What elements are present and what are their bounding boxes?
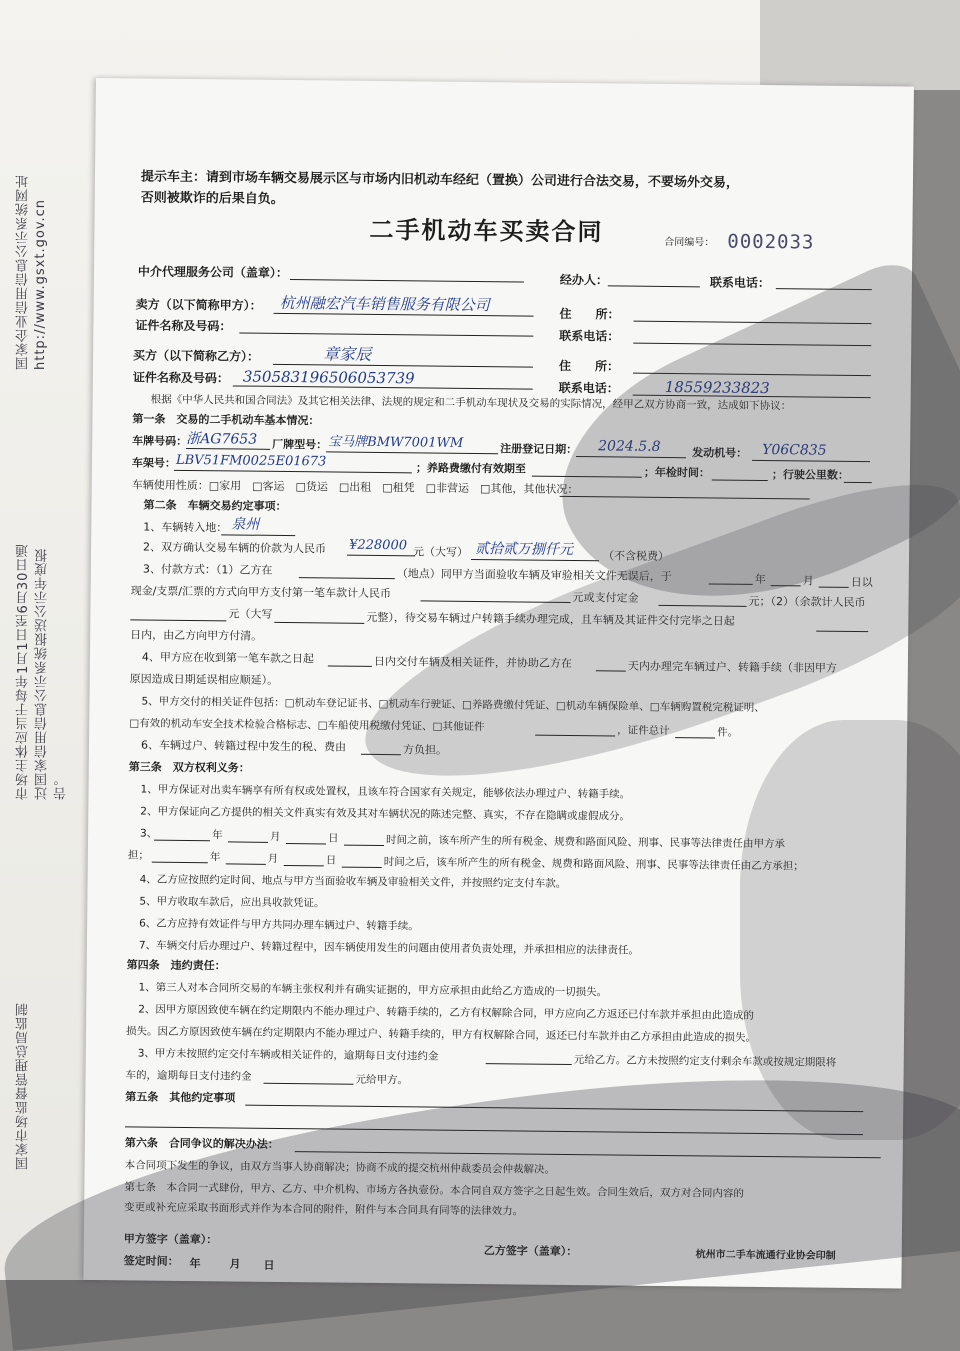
- agent-field[interactable]: [290, 279, 524, 282]
- art2-p6-b: 方负担。: [402, 743, 448, 757]
- plate-value[interactable]: 浙AG7653: [186, 430, 258, 448]
- contract-title: 二手机动车买卖合同: [369, 215, 604, 247]
- art2-p3-c: 年: [754, 572, 766, 587]
- art6-heading: 第六条 合同争议的解决办法：: [124, 1136, 279, 1151]
- art3-l3-e: 时间之前，该车所产生的所有税金、规费和路面风险、刑事、民事等法律责任由甲方承: [385, 834, 786, 851]
- model-value[interactable]: 宝马牌BMW7001WM: [328, 434, 464, 451]
- usage-options[interactable]: 车辆使用性质：□家用 □客运 □货运 □出租 □租凭 □非营运 □其他，其他状况：: [131, 478, 579, 497]
- buyer-name[interactable]: 章家辰: [323, 344, 372, 364]
- seller-phone-label: 联系电话：: [559, 328, 620, 344]
- seller-label: 卖方（以下简称甲方）：: [135, 297, 262, 313]
- buyer-liability-year-field[interactable]: [152, 862, 208, 864]
- toll-label: ；养路费缴付有效期至: [415, 461, 526, 476]
- art2-heading: 第二条 车辆交易约定事项：: [143, 498, 287, 514]
- engine-label: 发动机号：: [692, 446, 748, 460]
- art4-l2a: 2、因甲方原因致使车辆在约定期限内不能办理过户、转籍手续的，乙方有权解除合同，甲方应向乙方返还已付车款并承担由此造成的: [138, 1003, 754, 1022]
- art4-l2b: 损失。因乙方原因致使车辆在约定期限内不能办理过户、转籍手续的，甲方有权解除合同，返还已付车款并由乙方承担由此造成的损失。: [125, 1025, 757, 1044]
- price-uppercase[interactable]: 贰拾贰万捌仟元: [475, 540, 574, 559]
- buyer-phone-label: 联系电话：: [558, 380, 619, 396]
- art3-l3-d: 日: [327, 832, 339, 845]
- balance-field[interactable]: [130, 619, 226, 621]
- sign-date-label: 签定时间：: [123, 1254, 179, 1268]
- handler-label: 经办人：: [559, 272, 608, 288]
- art4-heading: 第四条 违约责任：: [126, 958, 226, 973]
- seller-address-label: 住 所：: [559, 306, 620, 322]
- seller-id-label: 证件名称及号码：: [135, 318, 232, 334]
- model-line: [326, 451, 498, 454]
- art6-l1: 本合同项下发生的争议，由双方当事人协商解决；协商不成的提交杭州仲裁委员会仲裁解决。: [124, 1159, 556, 1176]
- art3-l7: 7、车辆交付后办理过户、转籍过程中，因车辆使用发生的问题由使用者负责处理，并承担相应的法律责任。: [138, 939, 640, 957]
- plate-label: 车牌号码：: [132, 434, 188, 448]
- payment-location-field[interactable]: [299, 577, 395, 579]
- background-edge: [760, 0, 960, 90]
- art2-p3-j: 元整），待交易车辆过户转籍手续办理完成，且车辆及其证件交付完毕之日起: [366, 610, 735, 628]
- notice-line-2: 否则被欺诈的后果自负。: [140, 190, 284, 207]
- art4-l3a: 3、甲方未按照约定交付车辆或相关证件的，逾期每日支付违约金: [137, 1047, 439, 1063]
- inspect-label: ；年检时间：: [643, 465, 710, 480]
- art2-p3-d: 月: [802, 574, 814, 588]
- art2-p3-h: 元；（2）（余款计人民币: [748, 594, 866, 610]
- buyer-label: 买方（以下简称乙方）：: [133, 348, 260, 364]
- art2-p3-i: 元（大写: [228, 607, 273, 621]
- vin-label: 车架号：: [131, 456, 177, 470]
- art7-l1: 第七条 本合同一式肆份，甲方、乙方、中介机构、市场方各执壹份。本合同自双方签字之日起生效。合同生效后，双方对合同内容的: [124, 1181, 744, 1200]
- seller-name[interactable]: 杭州融宏汽车销售服务有限公司: [279, 293, 490, 315]
- buyer-liability-time-field[interactable]: [342, 867, 382, 868]
- art2-p1-label: 1、车辆转入地：: [143, 520, 228, 535]
- art2-p5-b[interactable]: □有效的机动车安全技术检验合格标志、□车船使用税缴付凭证、□其他证件: [129, 717, 485, 734]
- mileage-label: ；行驶公里数：: [771, 468, 849, 482]
- vin-line: [174, 470, 412, 473]
- art2-p2-a: 2、双方确认交易车辆的价款为人民币: [143, 540, 327, 556]
- art2-p4-b: 日内交付车辆及相关证件，并协助乙方在: [373, 654, 572, 671]
- seller-name-line: [274, 313, 534, 317]
- seller-signature-label: 甲方签字（盖章）：: [123, 1232, 218, 1247]
- balance-upper-field[interactable]: [274, 622, 364, 624]
- art2-p4-a: 4、甲方应在收到第一笔车款之日起: [141, 650, 314, 666]
- sign-year: 年: [189, 1257, 201, 1271]
- buyer-signature-label: 乙方签字（盖章）：: [483, 1244, 578, 1259]
- art2-p3-a: 3、付款方式：（1）乙方在: [142, 562, 273, 577]
- agent-label: 中介代理服务公司（盖章）：: [137, 264, 289, 281]
- seller-liability-day-field[interactable]: [286, 843, 326, 844]
- art3-heading: 第三条 双方权利义务：: [128, 760, 250, 775]
- art2-p3-k: 日内，由乙方向甲方付清。: [130, 628, 263, 643]
- contract-basis: 根据《中华人民共和国合同法》及其它相关法律、法规的规定和二手机动车现状及交易的实际情况，经甲乙双方协商一致，达成如下协议：: [150, 393, 792, 413]
- art3-l2: 2、甲方保证向乙方提供的相关文件真实有效及其对车辆状况的陈述完整、真实，不存在隐瞒或虚假成分。: [140, 805, 631, 823]
- art3-l4: 4、乙方应按照约定时间、地点与甲方当面验收车辆及审验相关文件，并按照约定支付车款。: [139, 873, 567, 890]
- art2-p3-g: 元或支付定金: [572, 591, 639, 605]
- art2-p5-c: ，证件总计: [617, 724, 670, 738]
- notice-line-1: 提示车主：请到市场车辆交易展示区与市场内旧机动车经纪（置换）公司进行合法交易，不要场外交易，: [140, 169, 740, 191]
- seller-liability-time-field[interactable]: [344, 845, 384, 846]
- art2-p3-e: 日以: [850, 575, 873, 590]
- art3-l3-b: 年: [212, 829, 223, 842]
- art3-l3-f: 担；: [127, 849, 149, 862]
- art7-l2: 变更或补充应采取书面形式并作为本合同的附件，附件与本合同具有同等的法律效力。: [124, 1201, 524, 1218]
- side-text-supervision: 国家市场监督管理总局监制: [16, 1002, 31, 1170]
- buyer-id-line: [233, 385, 533, 389]
- buyer-liability-day-field[interactable]: [284, 865, 324, 866]
- art2-p3-b: （地点）同甲方当面验收车辆及审验相关文件无误后，于: [396, 567, 672, 584]
- art2-p5-d: 件。: [717, 726, 739, 739]
- footer-printer: 杭州市二手车流通行业协会印制: [695, 1249, 836, 1262]
- side-text-report: 市场主体应当于每年1月1日至6月30日通过国家信用信息公示系统报送公示年度报告。: [16, 543, 69, 800]
- seller-id-field[interactable]: [239, 333, 533, 337]
- delivery-days-field[interactable]: [328, 665, 372, 666]
- seller-penalty-field[interactable]: [486, 1063, 572, 1065]
- price-value[interactable]: ¥228000: [349, 537, 408, 554]
- side-text-website: 国家企业信用信息公示系统网址http://www.gsxt.gov.cn: [16, 174, 48, 370]
- buyer-id-label: 证件名称及号码：: [132, 370, 229, 386]
- sign-day: 日: [263, 1258, 275, 1272]
- art3-l3-g: 年: [209, 851, 221, 864]
- transfer-line: [221, 534, 295, 536]
- shadow-overlay-right: [740, 720, 960, 1140]
- buyer-liability-month-field[interactable]: [226, 863, 266, 864]
- buyer-name-line: [273, 364, 533, 368]
- art2-p2-c: （不含税费）: [602, 549, 670, 564]
- art3-l5: 5、甲方收取车款后，应出具收款凭证。: [139, 895, 325, 910]
- art2-p4-c: 天内办理完车辆过户、转籍手续（非因甲方: [627, 659, 837, 675]
- art5-heading: 第五条 其他约定事项: [125, 1090, 236, 1105]
- price-line: [347, 555, 415, 557]
- art1-heading: 第一条 交易的二手机动车基本情况：: [132, 412, 320, 428]
- sign-month: 月: [229, 1257, 241, 1271]
- docs-count-field[interactable]: [675, 737, 715, 738]
- art2-p3-f: 现金/支票/汇票的方式向甲方支付第一笔车款计人民币: [130, 584, 392, 601]
- vin-value[interactable]: LBV51FM0025E01673: [175, 452, 327, 470]
- buyer-address-label: 住 所：: [558, 358, 620, 374]
- agent-phone-label: 联系电话：: [709, 275, 770, 291]
- art3-l3-c: 月: [270, 830, 281, 843]
- buyer-id-value[interactable]: 350583196506053739: [242, 367, 415, 388]
- art4-l1: 1、第三人对本合同所交易的车辆主张权利并有确实证据的，甲方应承担由此给乙方造成的一切损失。: [138, 981, 608, 999]
- model-label: 厂牌型号：: [272, 437, 328, 452]
- art2-p4-d: 原因造成日期延误相应顺延）。: [129, 672, 279, 687]
- art3-l3-i: 日: [325, 854, 337, 867]
- art2-p6-a: 6、车辆过户、转籍过程中发生的税、费由: [140, 738, 347, 754]
- art4-l3c: 车的，逾期每日支付违约金: [125, 1069, 252, 1083]
- contract-number: 0002033: [727, 230, 815, 254]
- reg-date-label: 注册登记日期：: [500, 442, 578, 457]
- buyer-penalty-field[interactable]: [263, 1083, 353, 1085]
- art4-l3d: 元给甲方。: [355, 1073, 409, 1087]
- plate-line: [186, 448, 270, 450]
- art3-l1: 1、甲方保证对出卖车辆享有所有权或处置权，且该车符合国家有关规定，能够依法办理过户、转籍手续。: [140, 783, 631, 801]
- buyer-phone-value[interactable]: 18559233823: [664, 377, 770, 398]
- art3-l3-h: 月: [267, 852, 279, 865]
- art3-l3-a: 3、: [140, 827, 158, 840]
- art4-l3b: 元给乙方。乙方未按照约定支付剩余车款或按规定期限将: [573, 1054, 837, 1069]
- seller-liability-year-field[interactable]: [154, 840, 210, 842]
- seller-liability-month-field[interactable]: [228, 841, 268, 842]
- art3-l6: 6、乙方应持有效证件与甲方共同办理车辆过户、转籍手续。: [139, 917, 419, 933]
- art2-p5-a[interactable]: 5、甲方交付的相关证件包括：□机动车登记证书、□机动车行驶证、□养路费缴付凭证、□机动车辆保险单、□车辆购置税完税证明、: [141, 695, 765, 715]
- transfer-destination[interactable]: 泉州: [231, 516, 260, 533]
- art3-l3-j: 时间之后，该车所产生的所有税金、规费和路面风险、刑事、民事等法律责任由乙方承担；: [383, 856, 804, 873]
- price-upper-line: [471, 559, 599, 561]
- reg-date-value[interactable]: 2024.5.8: [598, 438, 661, 455]
- engine-value[interactable]: Y06C835: [762, 441, 827, 459]
- handler-field[interactable]: [608, 285, 700, 287]
- contract-no-label: 合同编号：: [664, 236, 715, 249]
- art2-p2-b: 元（大写）: [412, 545, 469, 559]
